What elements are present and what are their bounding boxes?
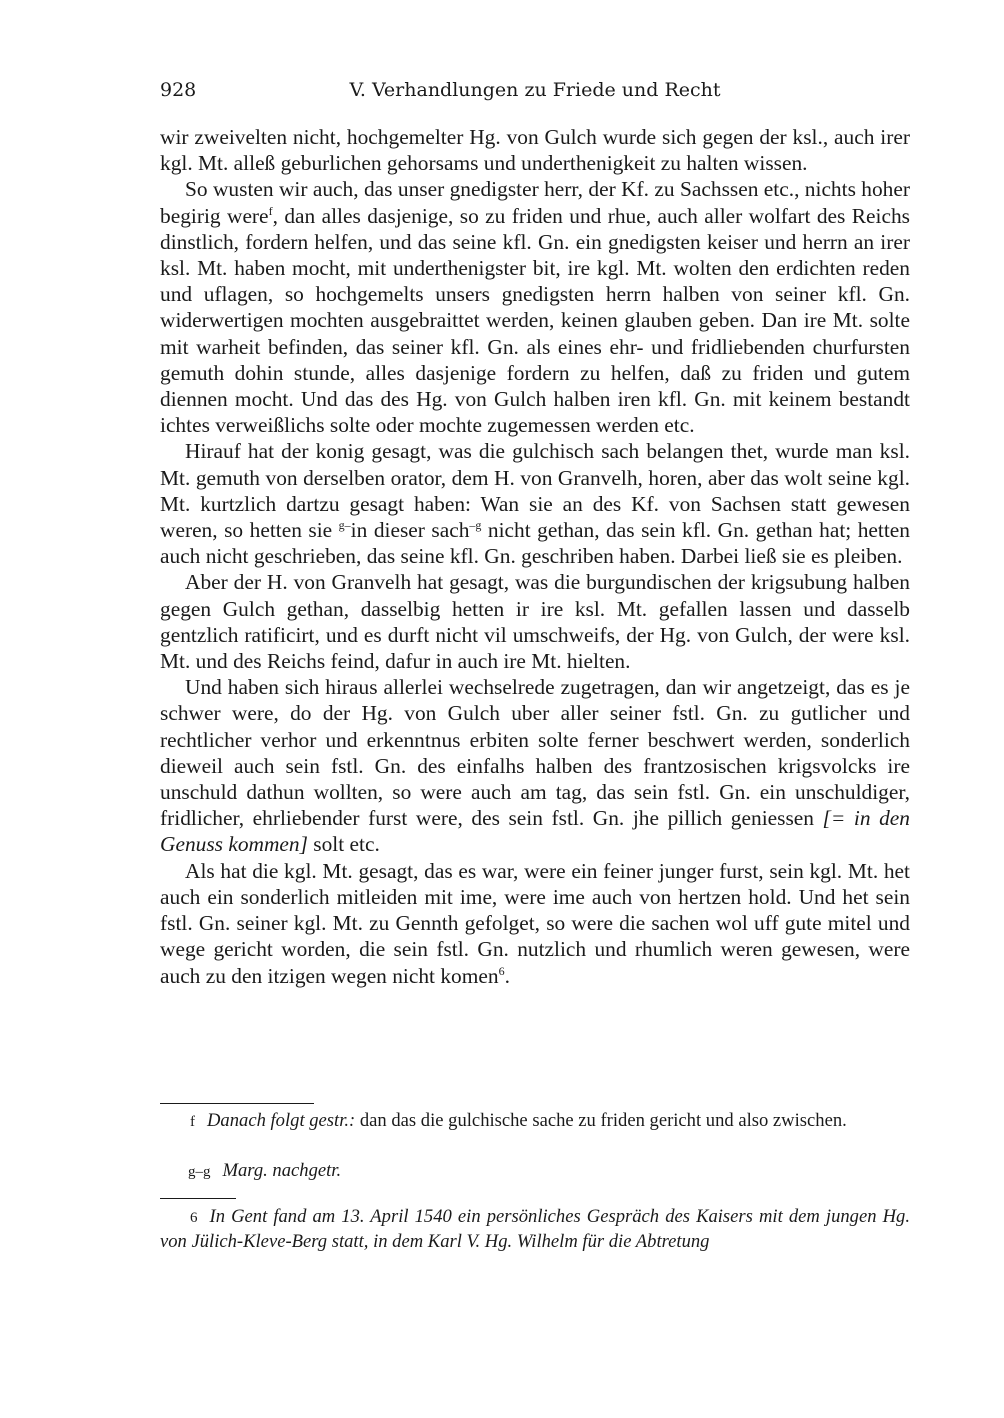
page-number: 928	[160, 79, 197, 101]
footnote-divider-commentary	[160, 1198, 236, 1199]
running-title: V. Verhandlungen zu Friede und Recht	[349, 79, 721, 101]
paragraph-5: Und haben sich hiraus allerlei wechselrede zugetragen, dan wir angetzeigt, das es je schwer were, do der Hg. von Gulch uber aller seiner fstl. Gn. zu gutlicher und rechtlicher verhor und erkenntnus erbiten solte ferner beschwert werden, sonderlich dieweil auch sein fstl. Gn. des einfalhs halben des frantzosischen krigsvolcks ire unschuld dathun wollten, so were auch am tag, das sein fstl. Gn. ein unschuldiger, fridlicher, ehrliebender furst were, des sein fstl. Gn. jhe pillich geniessen [= in den Genuss kommen] solt etc.	[160, 675, 910, 857]
footnote-ref-g-open: g–	[338, 518, 351, 533]
main-text	[160, 124, 910, 989]
footnote-f: f Danach folgt gestr.: dan das die gulchische sache zu friden gericht und also zwischen.	[190, 1110, 847, 1131]
paragraph-4: Aber der H. von Granvelh hat gesagt, was die burgundischen der krigsubung halben gegen Gulch gethan, dasselbig hetten ir ire ksl. Mt. gefallen lassen und dasselb gentzlich ratificirt, und es durft nicht vil umschweifs, der Hg. von Gulch, der were ksl. Mt. und des Reichs feind, dafur in auch ire Mt. hielten.	[160, 570, 910, 674]
footnote-divider-textual	[160, 1103, 314, 1104]
footnote-6: 6 In Gent fand am 13. April 1540 ein persönliches Gespräch des Kaisers mit dem jungen Hg. von Jülich-Kleve-Berg statt, in dem Karl V. Hg. Wilhelm für die Abtretung	[160, 1206, 910, 1252]
paragraph-2: So wusten wir auch, das unser gnedigster herr, der Kf. zu Sachssen etc., nichts hoher begirig were$^f$, dan alles dasjenige, so zu friden und rhue, auch aller wolfart des Reichs dinstlich, fordern helfen, und das seine kfl. Gn. ein gnedigsten keiser und herrn an irer ksl. Mt. haben mocht, mit underthenigster bit, ire kgl. Mt. wolten den erdichten reden und uflagen, so hochgemelts unsers gnedigsten herrn halben von seiner kfl. Gn. widerwertigen mochten ausgebraittet werden, keinen glauben geben. Dan ire Mt. solte mit warheit befinden, das seiner kfl. Gn. als eines ehr- und fridliebenden churfursten gemuth dohin stunde, alles dasjenige fordern zu helfen, daß zu friden und gutem diennen mocht. Und das des Hg. von Gulch halben iren kfl. Gn. mit keinem bestandt ichtes verweißlichs solte oder mochte zugemessen werden etc.	[160, 177, 910, 438]
paragraph-1: wir zweivelten nicht, hochgemelter Hg. von Gulch wurde sich gegen der ksl., auch irer kgl. Mt. alleß geburlichen gehorsams und underthenigkeit zu halten wissen.	[160, 125, 910, 176]
editorial-gloss: [= in den Genuss kommen]	[160, 806, 910, 857]
footnote-g: g–g Marg. nachgetr.	[188, 1160, 342, 1181]
paragraph-3: Hirauf hat der konig gesagt, was die gulchisch sach belangen thet, wurde man ksl. Mt. gemuth von derselben orator, dem H. von Granvelh, horen, aber das wolt seine kgl. Mt. kurtzlich dartzu gesagt haben: Wan sie an des Kf. von Sachsen statt gewesen weren, so hetten sie $^{g-}$in dieser sach$^{-g}$ nicht gethan, das sein kfl. Gn. gethan hat; hetten auch nicht geschrieben, das seine kfl. Gn. geschriben haben. Darbei ließ sie es pleiben.	[160, 439, 910, 569]
footnote-ref-6: 6	[498, 963, 505, 978]
footnote-ref-g-close: –g	[469, 518, 482, 533]
page-header	[160, 79, 910, 109]
paragraph-6: Als hat die kgl. Mt. gesagt, das es war, were ein feiner junger furst, sein kgl. Mt. het auch ein sonderlich mitleiden mit ime, were ime auch von hertzen hold. Und het sein fstl. Gn. seiner kgl. Mt. zu Gennth gefolget, so were die sachen wol uff gute mitel und wege gericht worden, die sein fstl. Gn. nutzlich und rhumlich weren gewesen, were auch zu den itzigen wegen nicht komen$^6$.	[160, 858, 910, 988]
footnote-ref-f: f	[268, 203, 273, 218]
